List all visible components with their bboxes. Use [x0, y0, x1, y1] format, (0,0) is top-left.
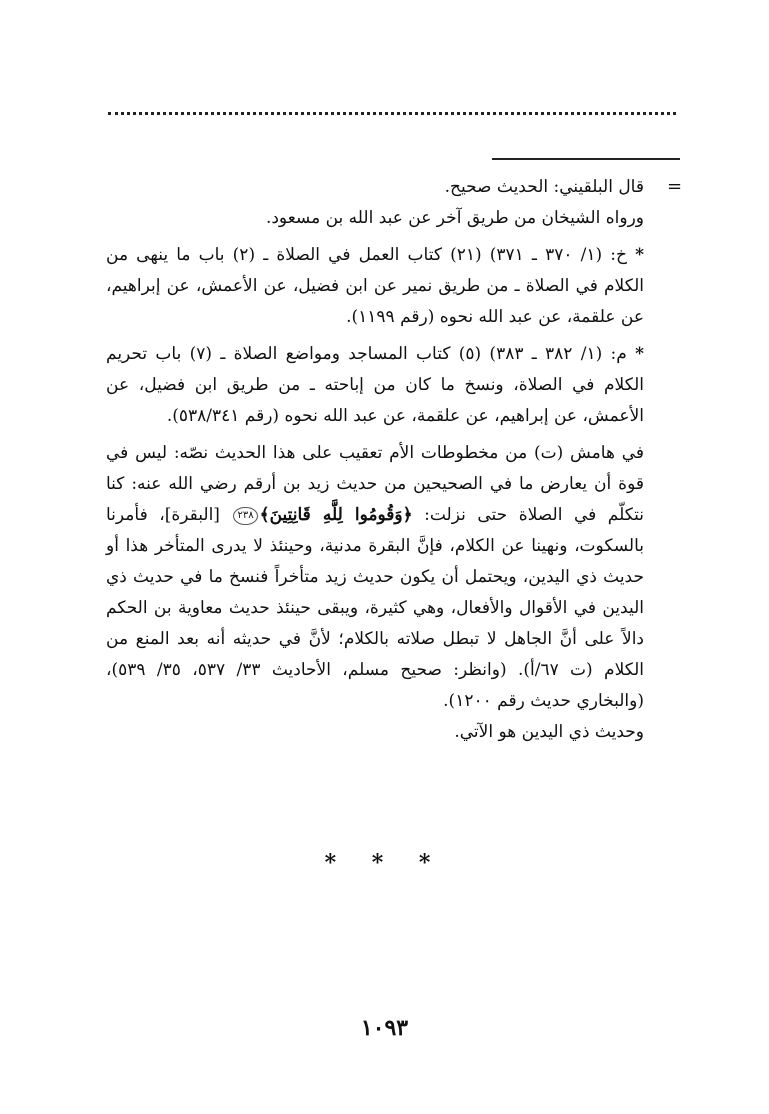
quran-verse: ﴿وَقُومُوا لِلَّهِ قَانِتِينَ﴾	[259, 505, 413, 525]
paragraph-bukhari-text: خ: (١/ ٣٧٠ ـ ٣٧١) (٢١) كتاب العمل في الصلاة ـ (٢) باب ما ينهى من الكلام في الصلاة ـ من طريق نمير عن ابن فضيل، عن الأعمش، عن إبراهيم، عن علقمة، عن عبد الله نحوه (رقم ١١٩٩).	[106, 245, 644, 327]
page-number: ١٠٩٣	[360, 1015, 409, 1041]
footnote-rule	[492, 158, 680, 160]
paragraph-muslim	[106, 339, 644, 432]
margin-note-part-1: في هامش (ت) من مخطوطات الأم تعقيب على هذا الحديث نصّه: ليس في قوة أن يعارض ما في الصحيحين من حديث زيد بن أرقم رضي الله عنه: كنا نتكلّم في الصلاة حتى نزلت:	[106, 443, 645, 525]
paragraph-margin-note	[106, 438, 644, 717]
paragraph-verdict: قال البلقيني: الحديث صحيح.	[444, 177, 644, 197]
star-marker: *	[635, 344, 644, 364]
dotted-header-rule	[108, 112, 676, 115]
ayah-number: ٢٣٨	[233, 507, 257, 525]
section-separator: * * *	[324, 850, 445, 876]
paragraph-muslim-text: م: (١/ ٣٨٢ ـ ٣٨٣) (٥) كتاب المساجد ومواضع الصلاة ـ (٧) باب تحريم الكلام في الصلاة، ونسخ ما كان من إباحته ـ من طريق ابن فضيل، عن الأعمش، عن إبراهيم، عن علقمة، عن عبد الله نحوه (رقم ٥٣٨/٣٤١).	[106, 344, 644, 426]
footnote-body	[106, 172, 644, 748]
paragraph-bukhari	[106, 240, 644, 333]
paragraph-shaykhan: ورواه الشيخان من طريق آخر عن عبد الله بن مسعود.	[265, 208, 644, 228]
margin-note-part-2: [البقرة]، فأمرنا بالسكوت، ونهينا عن الكلام، فإنَّ البقرة مدنية، وحينئذ لا يدرى المتأخر هذا أو حديث ذي اليدين، ويحتمل أن يكون حديث زيد متأخراً فنسخ ما في حديث ذي اليدين في الأقوال والأفعال، وهي كثيرة، ويبقى حينئذ حديث معاوية بن الحكم دالاً على أنَّ الجاهل لا تبطل صلاته بالكلام؛ لأنَّ في حديثه أنه بعد المنع من الكلام (ت ٦٧/أ). (وانظر: صحيح مسلم، الأحاديث ٣٣/ ٥٣٧، ٣٥/ ٥٣٩)، (والبخاري حديث رقم ١٢٠٠).	[106, 505, 645, 711]
paragraph-closing: وحديث ذي اليدين هو الآتي.	[454, 722, 644, 742]
continuation-mark: =	[667, 176, 683, 197]
star-marker: *	[635, 245, 644, 265]
